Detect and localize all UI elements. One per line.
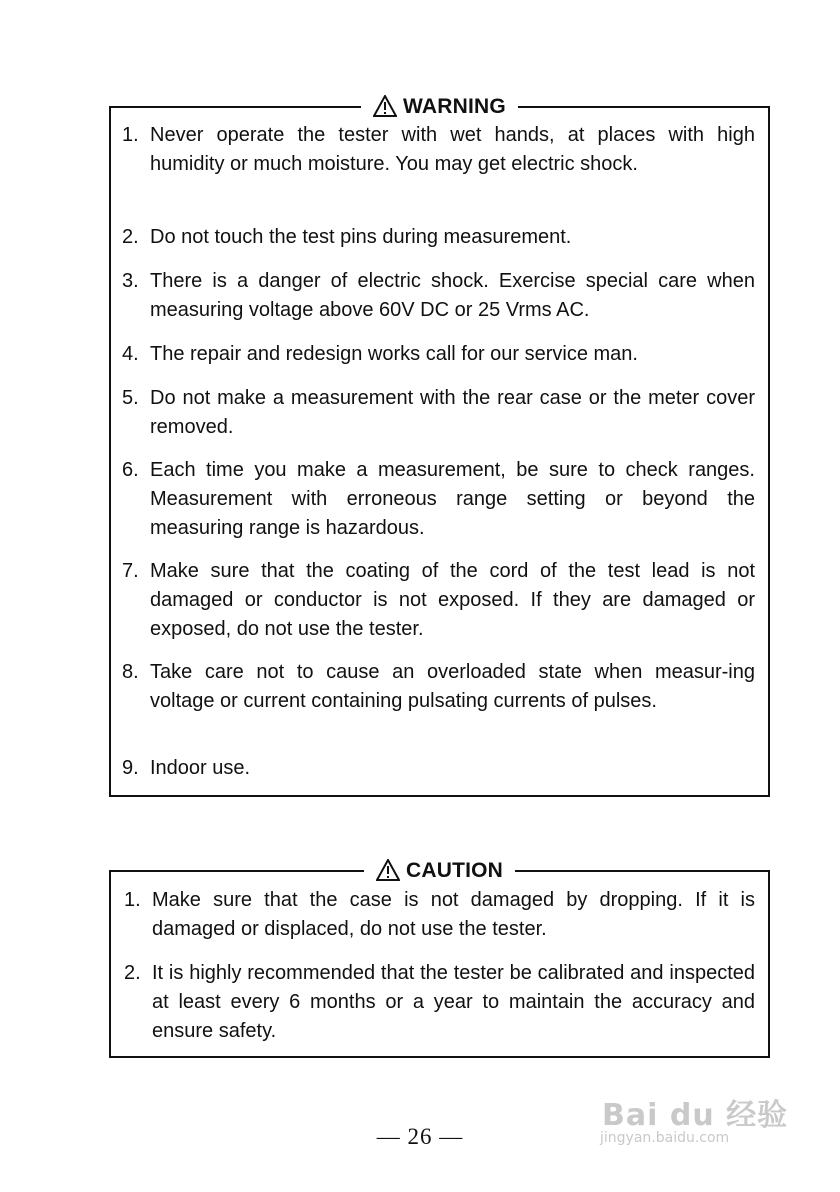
page-number: — 26 — xyxy=(376,1124,464,1149)
warning-triangle-icon xyxy=(373,95,397,117)
watermark-logo: Bai du 经验 xyxy=(602,1098,789,1133)
watermark-url: jingyan.baidu.com xyxy=(600,1130,730,1146)
warning-heading xyxy=(111,93,768,123)
baidu-watermark xyxy=(600,1072,800,1162)
warning-box xyxy=(109,95,770,797)
list-item: 3. There is a danger of electric shock. Exercise special care when measuring voltage above 60V DC or 25 Vrms AC. xyxy=(122,270,755,321)
list-item: 5. Do not make a measurement with the rear case or the meter cover removed. xyxy=(122,387,755,438)
list-item: 8. Take care not to cause an overloaded state when measur-ing voltage or current containing pulsating currents of pulses. xyxy=(122,661,755,712)
warning-title: WARNING xyxy=(403,95,506,118)
list-item: 9. Indoor use. xyxy=(122,757,251,779)
list-item: 6. Each time you make a measurement, be sure to check ranges. Measurement with erroneous range setting or beyond the measuring range is hazardous. xyxy=(122,459,755,539)
caution-heading xyxy=(111,857,768,887)
caution-title: CAUTION xyxy=(405,859,504,882)
list-item: 1. Never operate the tester with wet hands, at places with high humidity or much moisture. You may get electric shock. xyxy=(122,124,755,175)
list-item: 4. The repair and redesign works call for our service man. xyxy=(122,343,638,365)
list-item: 7. Make sure that the coating of the cord of the test lead is not damaged or conductor is not exposed. If they are damaged or exposed, do not use the tester. xyxy=(122,560,755,640)
warning-triangle-icon xyxy=(376,859,400,881)
list-item: 1. Make sure that the case is not damaged by dropping. If it is damaged or displaced, do not use the tester. xyxy=(124,889,755,940)
list-item: 2. Do not touch the test pins during measurement. xyxy=(122,226,572,248)
caution-box xyxy=(109,859,770,1058)
list-item: 2. It is highly recommended that the tester be calibrated and inspected at least every 6 months or a year to maintain the accuracy and ensure safety. xyxy=(124,962,755,1042)
